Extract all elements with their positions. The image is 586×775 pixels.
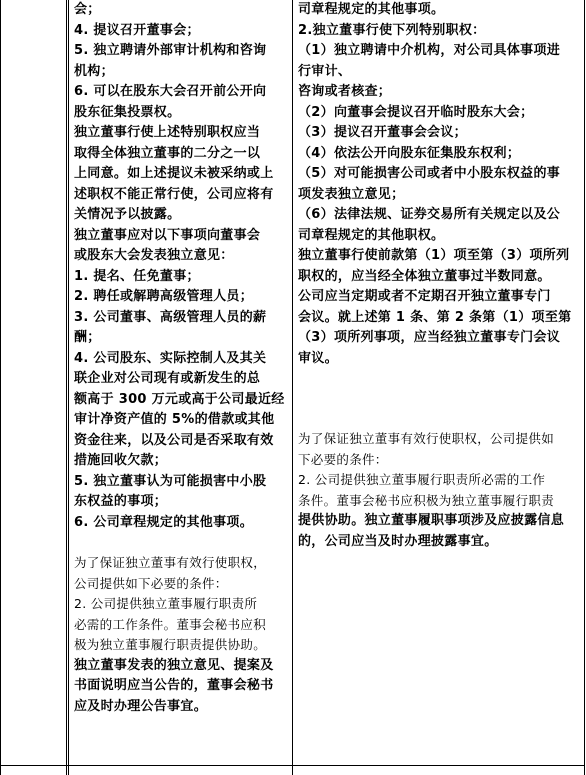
text-line: 审议。	[298, 350, 338, 366]
text-line: 条件。董事会秘书应积极为独立董事履行职责	[298, 492, 555, 508]
text-line: 会；	[74, 2, 101, 17]
text-line: 司章程规定的其他职权。	[298, 227, 445, 243]
text-line: 咨询或者核查；	[298, 84, 392, 99]
text-line: （2）向董事会提议召开临时股东大会；	[298, 104, 534, 120]
text-line: 职权的，应当经全体独立董事过半数同意。	[298, 268, 551, 284]
text-line: （5）对可能损害公司或者中小股东权益的事	[298, 166, 561, 181]
text-line: 公司应当定期或者不定期召开独立董事专门	[298, 289, 551, 304]
text-line: 应及时办理公告事宜。	[74, 698, 208, 714]
left-column-text	[74, 0, 288, 765]
text-line: 必需的工作条件。董事会秘书应积	[74, 616, 267, 632]
right-column-text	[298, 0, 582, 765]
text-line: 6. 公司章程规定的其他事项。	[74, 514, 254, 530]
text-line: 极为独立董事履行职责提供协助。	[74, 637, 267, 652]
text-line: 下必要的条件：	[298, 451, 388, 467]
text-line: 取得全体独立董事的二分之一以	[74, 145, 261, 161]
text-line: 书面说明应当公告的，董事会秘书	[74, 678, 274, 693]
text-line: 关情况予以披露。	[74, 207, 181, 222]
table-border-right	[584, 0, 585, 775]
text-line: 或股东大会发表独立意见：	[74, 248, 234, 263]
text-line: 为了保证独立董事有效行使职权，	[74, 555, 267, 570]
text-line: （1）独立聘请中介机构，对公司具体事项进	[298, 43, 561, 58]
text-line: 机构；	[74, 63, 114, 79]
table-divider-2	[68, 0, 69, 775]
text-line: 独立董事行使前款第（1）项至第（3）项所列	[298, 248, 570, 263]
text-line	[298, 409, 582, 429]
text-line: 股东征集投票权。	[74, 104, 181, 120]
text-line: 司章程规定的其他事项。	[298, 2, 445, 17]
table-border-left	[0, 0, 1, 775]
text-line: 述职权不能正常行使，公司应将有	[74, 186, 274, 202]
text-line: 2.独立董事行使下列特别职权：	[298, 22, 486, 38]
table-divider-1	[66, 0, 67, 775]
text-line: 6. 可以在股东大会召开前公开向	[74, 84, 267, 99]
text-line: 的，公司应当及时办理披露事宜。	[298, 533, 498, 549]
text-line: 1. 提名、任免董事；	[74, 268, 200, 284]
text-line: 行审计、	[298, 63, 352, 79]
text-line: （3）提议召开董事会会议；	[298, 125, 467, 140]
text-line: 东权益的事项；	[74, 494, 168, 509]
text-line: 3. 公司董事、高级管理人员的薪	[74, 309, 267, 325]
text-line: 4. 提议召开董事会；	[74, 22, 200, 38]
text-line: 4. 公司股东、实际控制人及其关	[74, 350, 267, 366]
text-line: 酬；	[74, 330, 101, 345]
text-line: （6）法律法规、证券交易所有关规定以及公	[298, 207, 561, 222]
text-line: 审计净资产值的 5%的借款或其他	[74, 412, 275, 427]
text-line: 上同意。如上述提议未被采纳或上	[74, 166, 274, 181]
text-line: 项发表独立意见；	[298, 186, 405, 202]
text-line: 独立董事发表的独立意见、提案及	[74, 657, 274, 673]
text-line: 5. 独立董事认为可能损害中小股	[74, 473, 267, 489]
text-line: 公司提供如下必要的条件：	[74, 575, 228, 591]
text-line: 2. 公司提供独立董事履行职责所必需的工作	[298, 472, 546, 487]
table-divider-3	[292, 0, 293, 775]
text-line: 资金往来，以及公司是否采取有效	[74, 432, 274, 448]
text-line: 5. 独立聘请外部审计机构和咨询	[74, 43, 267, 58]
text-line: 提供协助。独立董事履职事项涉及应披露信息	[298, 513, 565, 528]
text-line	[74, 533, 288, 553]
text-line: （3）项所列事项，应当经独立董事专门会议	[298, 330, 561, 345]
text-line: 为了保证独立董事有效行使职权，公司提供如	[298, 431, 555, 446]
text-line	[298, 389, 582, 409]
text-line: 会议。就上述第 1 条、第 2 条第（1）项至第	[298, 309, 572, 325]
text-line	[298, 369, 582, 389]
text-line: 2. 公司提供独立董事履行职责所	[74, 596, 258, 611]
text-line: （4）依法公开向股东征集股东权利；	[298, 145, 521, 161]
text-line: 措施回收欠款；	[74, 453, 168, 468]
table-row-divider	[0, 765, 585, 766]
text-line: 独立董事应对以下事项向董事会	[74, 227, 261, 243]
text-line: 联企业对公司现有或新发生的总	[74, 371, 261, 386]
text-line: 额高于 300 万元或高于公司最近经	[74, 391, 285, 407]
text-line: 2. 聘任或解聘高级管理人员；	[74, 289, 254, 304]
text-line: 独立董事行使上述特别职权应当	[74, 125, 261, 140]
